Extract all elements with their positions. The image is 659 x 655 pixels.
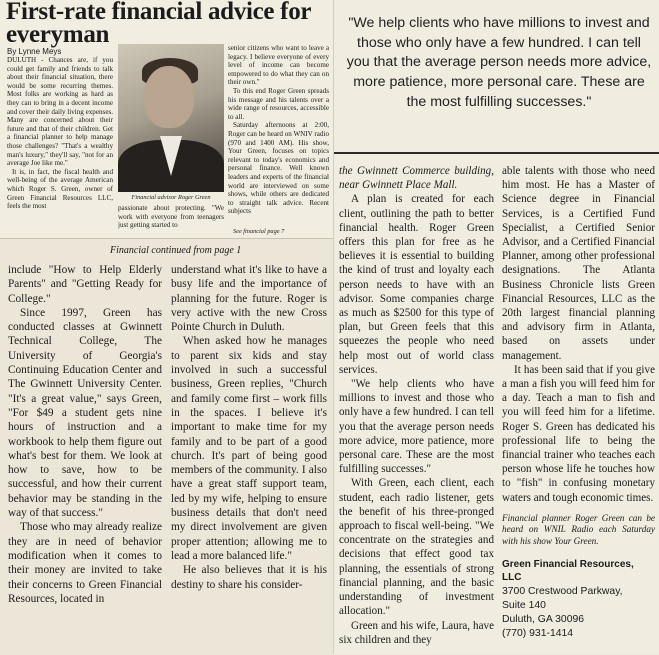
front-col3-paragraph-2: To this end Roger Green spreads his message and his talents over a wide range of resources, accessible to all.: [228, 86, 329, 121]
contact-block: [502, 558, 655, 641]
photo-caption: Financial advisor Roger Green: [131, 194, 211, 201]
front-column-3: [228, 44, 329, 226]
right-col1-paragraph-1: the Gwinnett Commerce building, near Gwinnett Place Mall.: [339, 165, 494, 192]
front-col1-paragraph: DULUTH - Chances are, if you could get family and friends to talk about their financial situation, there would be some recurring themes. Most folks are working as hard as they can to bring in a decent income and cover their daily living expenses. Many are concerned about their future and that of their children. Get a financial planner to help manage those challenges? "That's a wealthy man's luxury," they'll say, "not for an average Joe like me.": [7, 56, 113, 168]
continued-label: Financial continued from page 1: [110, 245, 242, 256]
cont-col1-paragraph-3: Those who may already realize they are in need of behavior modification when it comes to their money are invited to take their concerns to Green Financial Resources, located in: [8, 521, 162, 605]
article-clipping-front: [0, 0, 333, 238]
cont-col2-paragraph-3: He also believes that it is his destiny to share his consider-: [171, 564, 327, 591]
contact-city: Duluth, GA 30096: [502, 613, 585, 625]
cont-col2-paragraph-1: understand what it's like to have a busy life and the importance of planning for the future. Roger is very active with the new Cross Pointe Church in Duluth.: [171, 264, 327, 334]
radio-note: Financial planner Roger Green can be heard on WNIL Radio each Saturday with his show Your Green.: [502, 512, 655, 547]
pull-quote: "We help clients who have millions to invest and those who only have a few hundred. I can tell you that the average person needs more advice, more patience, more personal care. These are the most fulfilling successes.": [346, 15, 652, 110]
cont-col2-paragraph-2: When asked how he manages to parent six kids and stay involved in such a successful business, Green replies, "Church and family come first – work fills in the spaces. I believe it's important to make time for my family and to be part of a good church. It's part of being good members of the community. I also have a great staff support team, led by my wife, helping to ensure business details that don't need my direct involvement are given proper attention; allowing me to lead a more balanced life.": [171, 335, 327, 562]
portrait-photo: [118, 44, 224, 192]
front-col1-paragraph-2: It is, in fact, the fiscal health and well-being of the average American which Roger S. Green, owner of Green Financial Resources LLC, feels the most: [7, 167, 113, 211]
front-under-photo: [118, 204, 224, 236]
article-clipping-right: [333, 0, 659, 654]
right-col1-paragraph-4: With Green, each client, each student, each radio listener, gets the benefit of his three-pronged approach to fiscal well-being. "We concentrate on the strategies and decisions that effect good tax planning, the essentials of strong financial planning, and the basic understanding of investment allocation.": [339, 477, 494, 618]
byline: By Lynne Meys: [7, 47, 62, 56]
cont-col1-paragraph-1: include "How to Help Elderly Parents" and "Getting Ready for College.": [8, 264, 162, 305]
right-col2-paragraph-2: It has been said that if you give a man a fish you will feed him for a day. Teach a man to fish and you will feed him for a lifetime. Roger S. Green has dedicated his professional life to being the financial trainer who teaches each person whose life he touches how to "fish" in confusing monetary waters and tough economic times.: [502, 363, 655, 504]
article-clipping-continued: [0, 238, 333, 655]
contact-suite: Suite 140: [502, 600, 546, 612]
right-col1-paragraph-5: Green and his wife, Laura, have six children and they: [339, 619, 494, 646]
headline: First-rate financial advice for everyman: [6, 0, 311, 48]
right-column-2: [502, 164, 655, 652]
right-col1-paragraph-2: A plan is created for each client, outlining the path to better financial health. Roger Green offers this plan for free as he believes it is essential to building the kind of trust and loyalty each person needs to have with an advisor. Some companies charge as much as $2500 for this type of plan, but Green feels that this squeezes the people who need help most out of world class services.: [339, 193, 494, 376]
front-col3-paragraph-1: senior citizens who want to leave a legacy. I believe everyone of every level of income can become empowered to do what they can on their own.": [228, 44, 329, 87]
front-col3-paragraph-3: Saturday afternoons at 2:00, Roger can be heard on WNIV radio (970 and 1400 AM). His show, Your Green, focuses on topics relevant to today's economics and personal finance. Well known leaders and experts of the financial world are interviewed on some shows, while others are dedicated to straight talk advice. Recent subjects: [228, 121, 329, 216]
jump-line: See financial page 7: [233, 228, 285, 235]
continued-column-1: [8, 263, 162, 653]
divider-rule: [334, 152, 659, 154]
cont-col1-paragraph-2: Since 1997, Green has conducted classes at Gwinnett Technical College, The University of Georgia's Continuing Education Center and The Gwinnett University Center. "It's a great value," says Green, "For $49 a student gets nine hours of instruction and a workbook to help them figure out what's best for them. We look at how to save, how to be successful, and how their current behavior may be standing in the way of that success.": [8, 306, 162, 520]
under-photo-text: passionate about protecting. "We work with everyone from teenagers just getting started to: [118, 204, 224, 230]
right-col2-paragraph-1: able talents with those who need him most. He has a Master of Science degree in Financial Services, is a Certified Fund Specialist, a Certified Senior Advisor, and a Certified Financial Planner, among other professional designations. The Atlanta Business Chronicle lists Green Financial Resources, LLC as the 20th largest financial planning and advisory firm in Atlanta, based on assets under management.: [502, 165, 655, 362]
contact-company: Green Financial Resources, LLC: [502, 558, 634, 584]
contact-street: 3700 Crestwood Parkway,: [502, 586, 623, 598]
right-column-1: [339, 164, 494, 652]
right-col1-paragraph-3: "We help clients who have millions to invest and those who only have a few hundred. I can tell you that the average person needs more advice, more patience, more personal care. These are the most fulfilling successes.": [339, 378, 494, 476]
continued-column-2: [171, 263, 327, 653]
front-column-1: [7, 56, 113, 236]
contact-phone: (770) 931-1414: [502, 627, 574, 639]
